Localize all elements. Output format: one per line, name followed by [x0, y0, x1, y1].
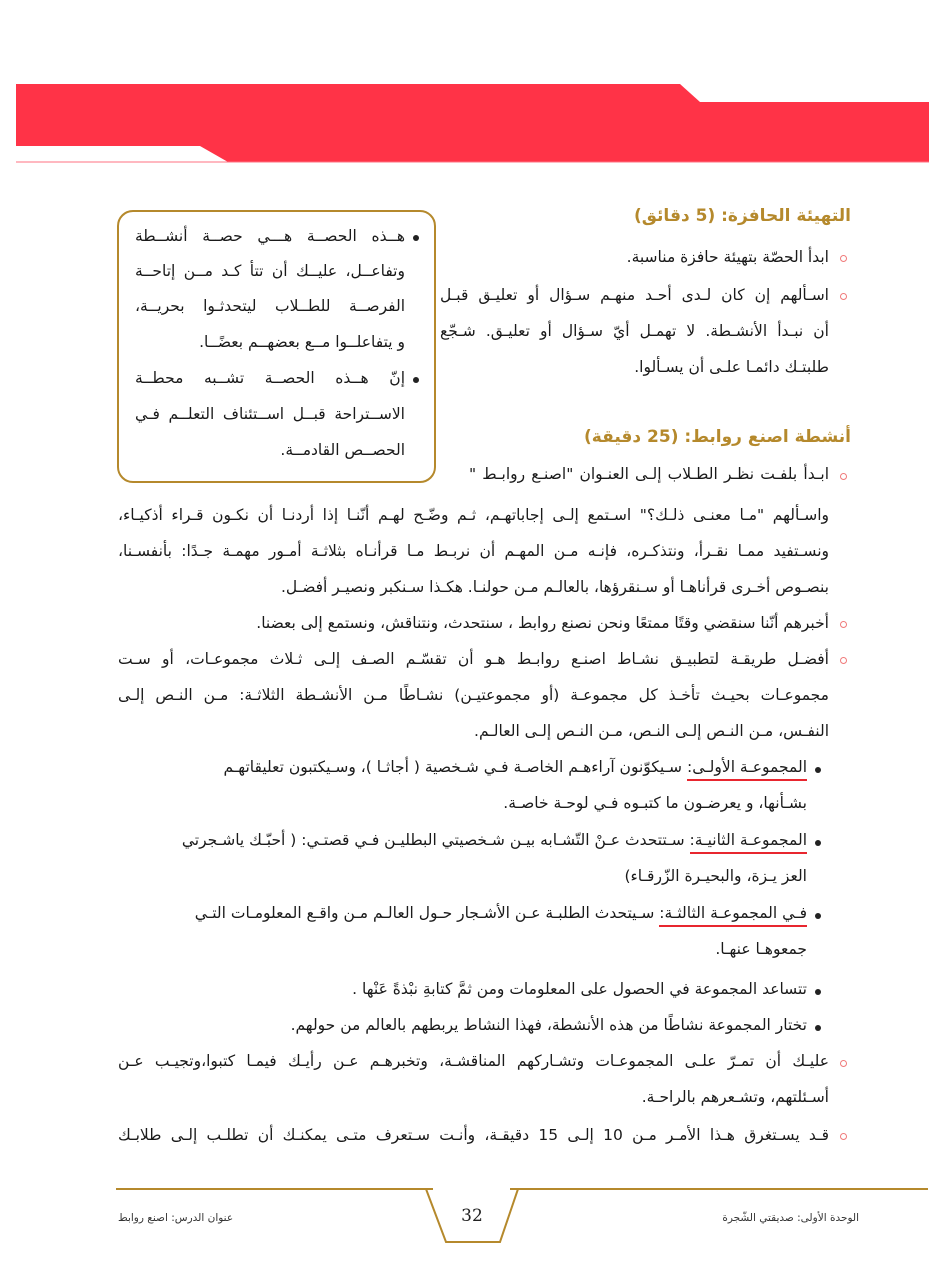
group-2-line-1 [182, 830, 807, 852]
footer-unit-title: الوحدة الأولى: صديقتي الشّجرة [722, 1212, 859, 1224]
activities-p4-line: أسـئلتهم، وتشـعرهم بالراحـة. [641, 1088, 829, 1106]
group-2-text: سـتتحدث عـنْ التّشـابه بيـن شـخصيتي البطليـن فـي قصتـي: ( أحبّـك ياشـجرتي [181, 831, 690, 849]
footer-lesson-title: عنوان الدرس: اصنع روابط [118, 1212, 234, 1224]
circle-bullet-icon [840, 293, 847, 300]
activities-heading: أنشطة اصنع روابط: (25 دقيقة) [584, 427, 851, 447]
activities-bullet-4: تتساعد المجموعة في الحصول على المعلومات ومن ثمَّ كتابةِ نبْذةً عَنْها . [352, 980, 807, 998]
bullet-dot-icon [815, 840, 821, 846]
activities-p5: قـد يسـتغرق هـذا الأمـر مـن 10 إلـى 15 دقيقـة، وأنـت سـتعرف متـى يمكنـك أن تطلـب إلـى طلابـك [118, 1126, 830, 1144]
activities-p1-line: بنصـوص أخـرى قرأناهـا أو سـنقرؤها، بالعالـم مـن حولنـا. هكـذا سـنكبر ونصيـر أفضـل. [281, 578, 829, 596]
activities-p1-line: ابـدأ بلفـت نظـر الطـلاب إلـى العنـوان "اصنـع روابـط " [469, 465, 829, 483]
note-line: الفرصــة للطــلاب ليتحدثـوا بحريــة، [135, 297, 405, 315]
group-1-line-2: بشـأنها، و يعرضـون ما كتبـوه فـي لوحـة خاصـة. [503, 794, 807, 812]
bullet-dot-icon [413, 377, 419, 383]
header-top-tab [680, 84, 929, 102]
circle-bullet-icon [840, 1133, 847, 1140]
group-3-label: فـي المجموعـة الثالثـة: [659, 904, 807, 927]
group-1-text: سـيكوّنون آراءهـم الخاصـة فـي شـخصية ( أجاثـا )، وسـيكتبون تعليقاتهـم [223, 758, 687, 776]
note-line: الاســتراحة قبــل اســتئناف التعلــم فـي [135, 405, 405, 423]
circle-bullet-icon [840, 621, 847, 628]
header-decoration [0, 80, 945, 170]
group-3-line-1 [195, 903, 807, 925]
bullet-dot-icon [815, 1025, 821, 1031]
activities-p2: أخبرهم أنّنا سنقضي وقتًا ممتعًا ونحن نصنع روابط ، سنتحدث، ونتناقش، ونستمع إلى بعضنا. [256, 614, 829, 632]
note-line: وتفاعــل، عليــك أن تتأ كـد مــن إتاحــة [135, 262, 405, 280]
activities-bullet-5: تختار المجموعة نشاطًا من هذه الأنشطة، فهذا النشاط يربطهم بالعالم من حولهم. [290, 1016, 807, 1034]
activities-p3-line: مجموعـات بحيـث تأخـذ كل مجموعـة (أو مجموعتيـن) نشـاطًا مـن الأنشـطة الثلاثـة: مـن النـص إلـى [118, 686, 829, 704]
activities-p3-line: النفـس، مـن النـص إلـى النـص، مـن النـص إلـى العالـم. [474, 722, 829, 740]
circle-bullet-icon [840, 255, 847, 262]
activities-p1-line: واسـأل‍هم "مـا معنـى ذلـك؟" اسـتمع إلـى إجاباتهـم، ثـم وضّـح لهـم أنّنـا إذا أردنـا أن نكـون قـراء أذكيـاء، [118, 506, 829, 524]
circle-bullet-icon [840, 473, 847, 480]
activities-p4-line: عليـك أن تمـرّ علـى المجموعـات وتشـاركهم المناقشـة، وتخبرهـم عـن رأيـك فيمـا كتبوا،وتجيـب عـن [118, 1052, 829, 1070]
group-2-label: المجموعـة الثانيـة: [690, 831, 807, 854]
note-line: هــذه الحصــة هـــي حصــة أنشــطة [135, 227, 405, 245]
warmup-item-2-line-3: طلبتـك دائمـا علـى أن يسـألوا. [634, 358, 829, 376]
group-3-line-2: جمعوهـا عنهـا. [715, 940, 807, 958]
warmup-item-2-line-1: اسـأل‍هم إن كان لـدى أحـد منهـم سـؤال أو تعليـق قبـل [440, 286, 829, 304]
group-2-line-2: العز يـزة، والبحيـرة الزّرقـاء) [624, 867, 807, 885]
circle-bullet-icon [840, 657, 847, 664]
bullet-dot-icon [815, 767, 821, 773]
note-line: و يتفاعلــوا مــع بعضهــم بعضًــا. [199, 333, 405, 351]
group-1-line-1 [223, 757, 807, 779]
bullet-dot-icon [815, 989, 821, 995]
warmup-item-1: ابدأ الحصّة بتهيئة حافزة مناسبة. [626, 248, 829, 266]
bullet-dot-icon [815, 913, 821, 919]
group-3-text: سـيتحدث الطلبـة عـن الأشـجار حـول العالـم مـن واقـع المعلومـات التـي [194, 904, 660, 922]
circle-bullet-icon [840, 1060, 847, 1067]
activities-p1-line: ونسـتفيد ممـا نقـرأ، ونتذكـره، فإنـه مـن المهـم أن نربـط مـا قرأنـاه بثلاثـة أمـور مهمـة جـدًا: بأنفسـنا، [118, 542, 829, 560]
bullet-dot-icon [413, 235, 419, 241]
warmup-heading: التهيئة الحافزة: (5 دقائق) [633, 206, 851, 226]
activities-p3-line: أفضـل طريقـة لتطبيـق نشـاط اصنـع روابـط هـو أن تقسّـم الصـف إلـى ثـلاث مجموعـات، أو سـت [118, 650, 829, 668]
note-line: الحصــص القادمــة. [280, 441, 405, 459]
group-1-label: المجموعـة الأولـى: [687, 758, 807, 781]
page-number: 32 [461, 1206, 483, 1226]
note-line: إنّ هــذه الحصــة تشــبه محطــة [135, 369, 405, 387]
warmup-item-2-line-2: أن نبـدأ الأنشـطة. لا تهمـل أيّ سـؤال أو تعليـق. شـجّع [440, 322, 829, 340]
header-bottom-gap [16, 146, 228, 162]
